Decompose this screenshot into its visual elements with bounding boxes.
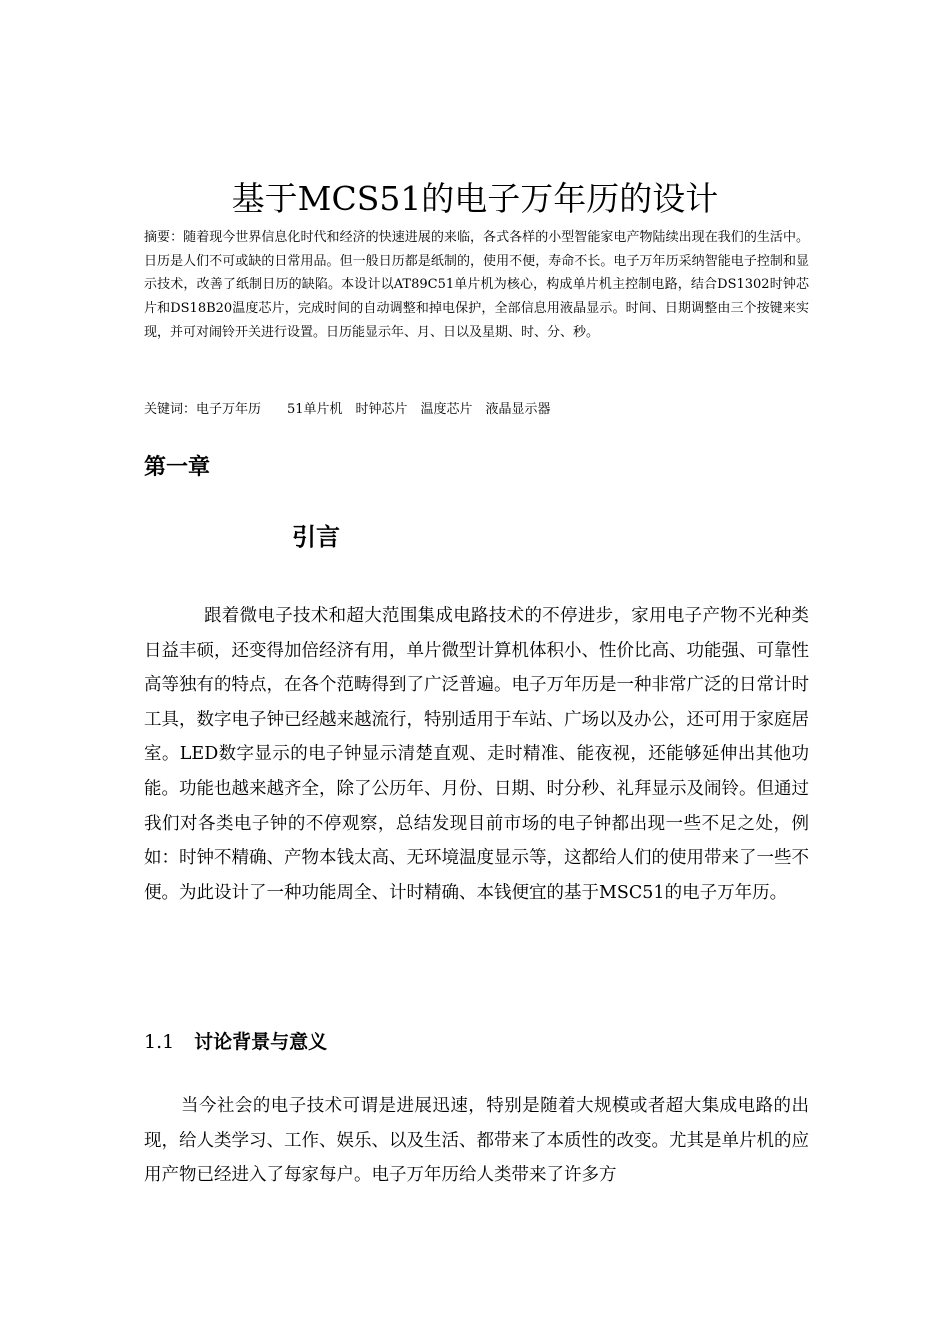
document-title: 基于MCS51的电子万年历的设计	[231, 179, 719, 218]
introduction-heading: 引言	[292, 522, 340, 551]
section-heading	[144, 1025, 327, 1059]
keywords-line: 关键词：电子万年历 51单片机 时钟芯片 温度芯片 液晶显示器	[144, 402, 551, 417]
abstract-text: 摘要：随着现今世界信息化时代和经济的快速进展的来临，各式各样的小型智能家电产物陆续出现在我们的生活中。日历是人们不可或缺的日常用品。但一般日历都是纸制的，使用不便，寿命不长。电子万年历采纳智能电子控制和显示技术，改善了纸制日历的缺陷。本设计以AT89C51单片机为核心，构成单片机主控制电路，结合DS1302时钟芯片和DS18B20温度芯片，完成时间的自动调整和掉电保护，全部信息用液晶显示。时间、日期调整由三个按键来实现，并可对闹铃开关进行设置。日历能显示年、月、日以及星期、时、分、秒。	[144, 230, 809, 340]
section-title: 讨论背景与意义	[194, 1031, 328, 1053]
section-paragraph: 当今社会的电子技术可谓是进展迅速，特别是随着大规模或者超大集成电路的出现，给人类学习、工作、娱乐、以及生活、都带来了本质性的改变。尤其是单片机的应用产物已经进入了每家每户。电子万年历给人类带来了许多方	[144, 1096, 809, 1186]
introduction-paragraph: 跟着微电子技术和超大范围集成电路技术的不停进步，家用电子产物不光种类日益丰硕，还变得加倍经济有用，单片微型计算机体积小、性价比高、功能强、可靠性高等独有的特点，在各个范畴得到了广泛普遍。电子万年历是一种非常广泛的日常计时工具，数字电子钟已经越来越流行，特别适用于车站、广场以及办公，还可用于家庭居室。LED数字显示的电子钟显示清楚直观、走时精准、能夜视，还能够延伸出其他功能。功能也越来越齐全，除了公历年、月份、日期、时分秒、礼拜显示及闹铃。但通过我们对各类电子钟的不停观察，总结发现目前市场的电子钟都出现一些不足之处，例如：时钟不精确、产物本钱太高、无环境温度显示等，这都给人们的使用带来了一些不便。为此设计了一种功能周全、计时精确、本钱便宜的基于MSC51的电子万年历。	[144, 606, 809, 903]
chapter-heading: 第一章	[144, 454, 211, 480]
section-number: 1.1	[144, 1031, 175, 1053]
